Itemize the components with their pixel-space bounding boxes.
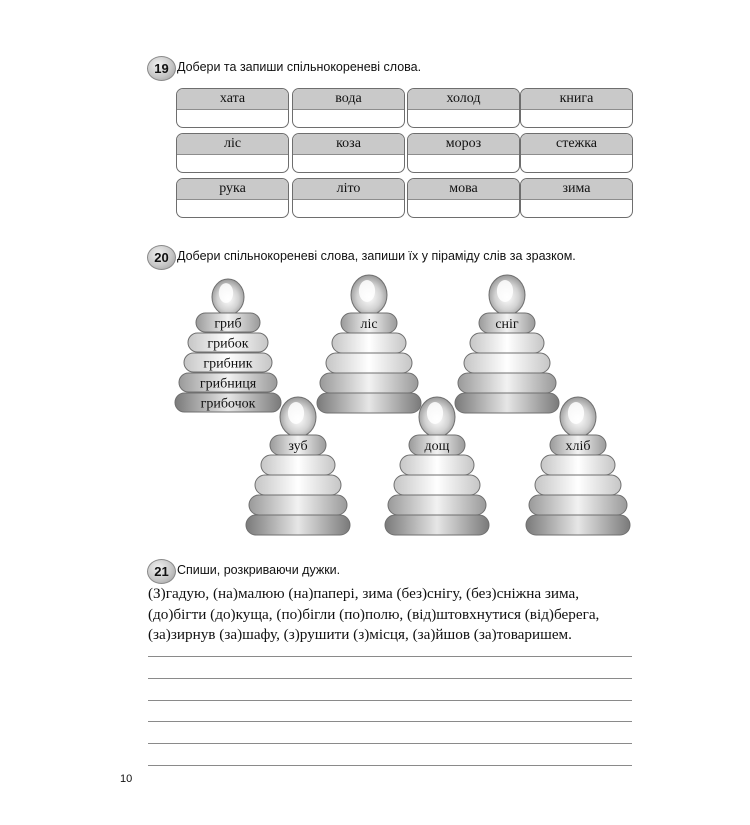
- pyramid-ring: [529, 495, 627, 515]
- pyramid-word: сніг: [495, 317, 519, 332]
- pyramid-cap-highlight: [427, 402, 443, 424]
- pyramid-ring: [246, 515, 350, 535]
- pyramid-cap-highlight: [219, 283, 233, 303]
- pyramid-ring: [388, 495, 486, 515]
- writing-line[interactable]: [148, 656, 632, 657]
- word-card-label: мова: [408, 179, 519, 200]
- pyramid-word: грибниця: [199, 376, 257, 392]
- word-card-label: літо: [293, 179, 404, 200]
- task-20-instruction: Добери спільнокореневі слова, запиши їх у піраміду слів за зразком.: [177, 249, 576, 263]
- pyramid-ring: [400, 455, 474, 475]
- pyramid-ring: [455, 393, 559, 413]
- pyramid-ring: [458, 373, 556, 393]
- task-20-number: 20: [147, 245, 176, 270]
- pyramid-ring: [385, 515, 489, 535]
- pyramid-ring: [255, 475, 341, 495]
- pyramid-word: грибник: [203, 356, 253, 372]
- word-card-label: вода: [293, 89, 404, 110]
- pyramid-cap-highlight: [288, 402, 304, 424]
- word-card-label: зима: [521, 179, 632, 200]
- pyramid-ring: [464, 353, 550, 373]
- pyramid-cap-highlight: [497, 280, 513, 302]
- task-19-number: 19: [147, 56, 176, 81]
- pyramid-word: ліс: [360, 317, 378, 332]
- word-card-label: холод: [408, 89, 519, 110]
- writing-line[interactable]: [148, 678, 632, 679]
- pyramid-ring: [326, 353, 412, 373]
- pyramid-word: гриб: [214, 316, 242, 332]
- word-card-label: хата: [177, 89, 288, 110]
- writing-line[interactable]: [148, 700, 632, 701]
- pyramid-ring: [470, 333, 544, 353]
- task-21-instruction: Спиши, розкриваючи дужки.: [177, 563, 341, 577]
- pyramid-cap-highlight: [359, 280, 375, 302]
- pyramid-ring: [541, 455, 615, 475]
- word-card-label: рука: [177, 179, 288, 200]
- pyramid-cap-highlight: [568, 402, 584, 424]
- pyramid-ring: [526, 515, 630, 535]
- writing-line[interactable]: [148, 765, 632, 766]
- pyramid-word: дощ: [424, 439, 450, 454]
- pyramid-word: хліб: [565, 439, 591, 454]
- pyramid-word: зуб: [288, 439, 308, 454]
- pyramid-ring: [261, 455, 335, 475]
- pyramid-ring: [535, 475, 621, 495]
- task-19-instruction: Добери та запиши спільнокореневі слова.: [177, 60, 422, 74]
- pyramid-ring: [332, 333, 406, 353]
- writing-line[interactable]: [148, 721, 632, 722]
- pyramid-ring: [317, 393, 421, 413]
- pyramid-word: грибок: [207, 336, 249, 352]
- task-21-text: (З)гадую, (на)малюю (на)папері, зима (без)снігу, (без)сніжна зима, (до)бігти (до)куща, (по)бігли (по)полю, (від)штовхнутися (від)берега, (за)зирнув (за)шафу, (з)рушити (з)місця, (за)йшов (за)товаришем.: [148, 585, 600, 643]
- task-21-number: 21: [147, 559, 176, 584]
- word-card-label: ліс: [177, 134, 288, 155]
- pyramid-word: грибочок: [200, 396, 256, 412]
- pyramid-ring: [394, 475, 480, 495]
- writing-line[interactable]: [148, 743, 632, 744]
- word-card-label: стежка: [521, 134, 632, 155]
- word-card-label: коза: [293, 134, 404, 155]
- word-card-label: мороз: [408, 134, 519, 155]
- page-number: 10: [120, 773, 133, 785]
- word-card-label: книга: [521, 89, 632, 110]
- pyramid-ring: [249, 495, 347, 515]
- pyramid-ring: [320, 373, 418, 393]
